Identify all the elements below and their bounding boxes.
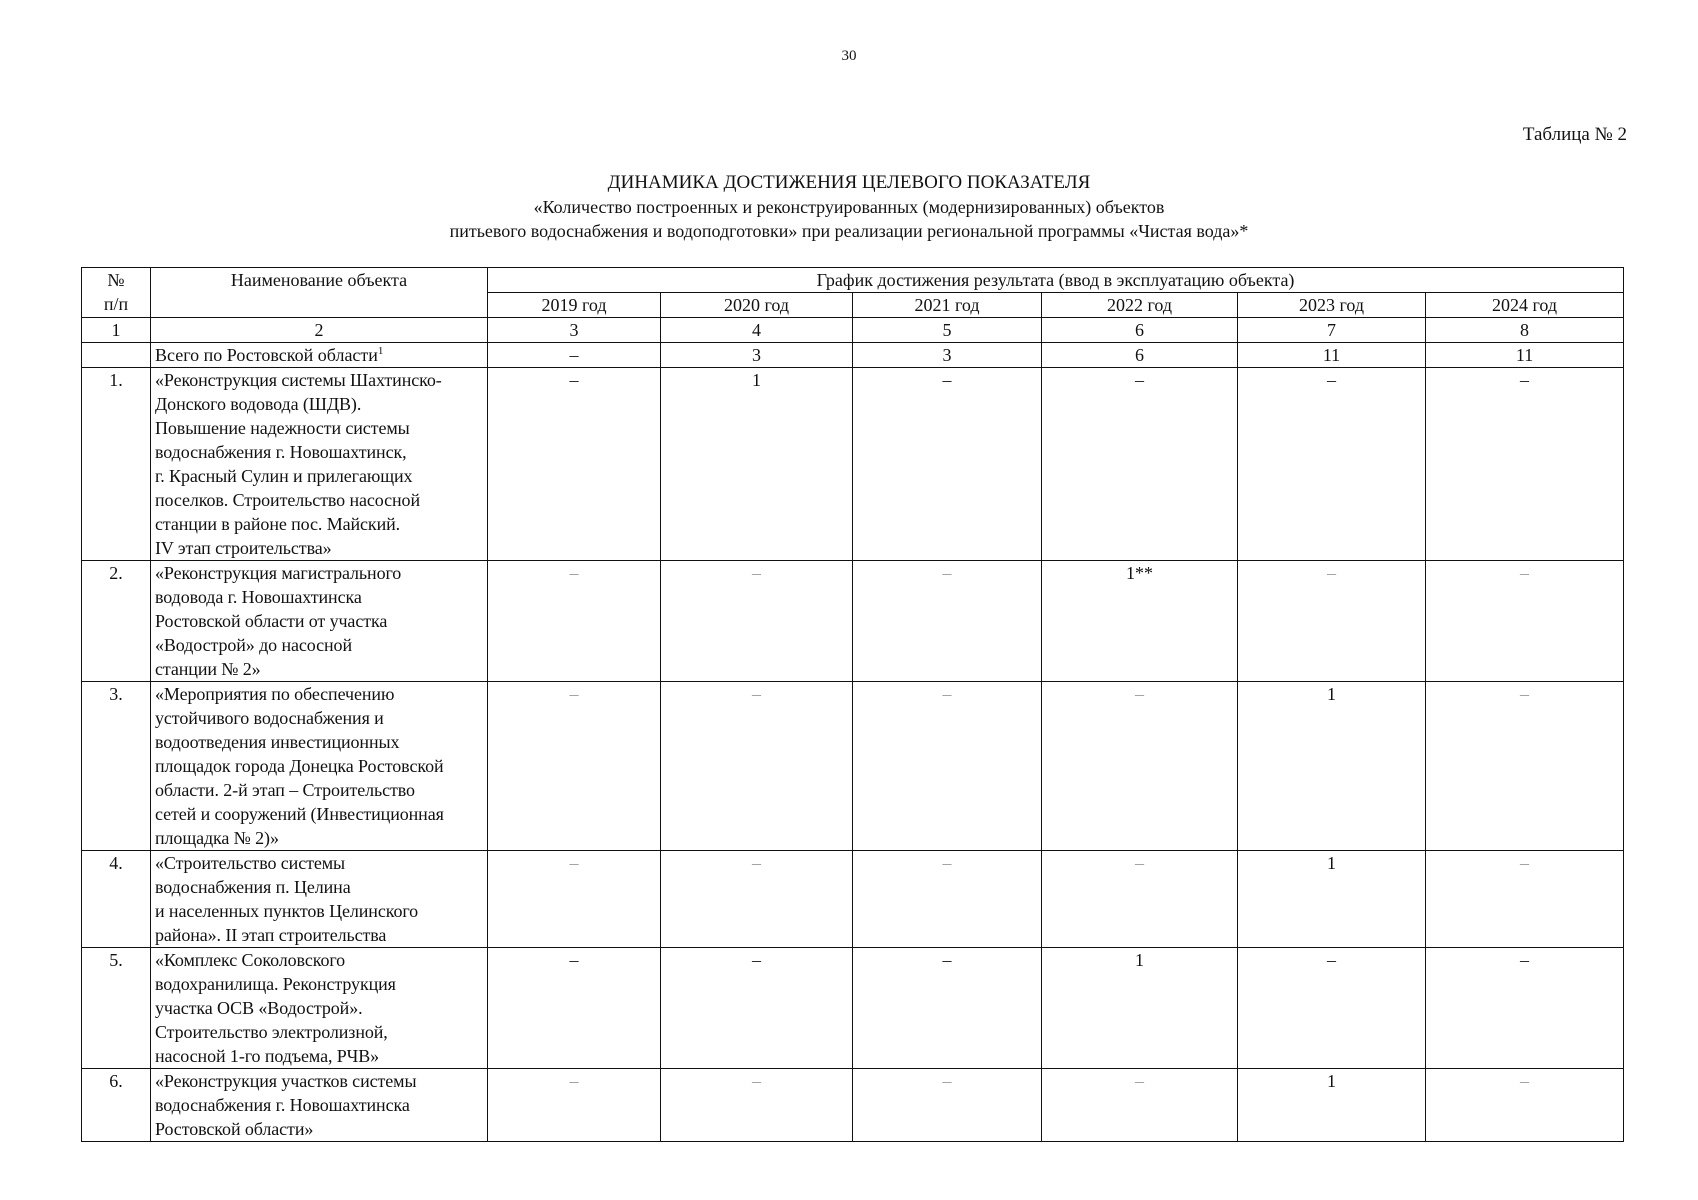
- year-value: –: [853, 561, 1042, 682]
- year-value: –: [853, 368, 1042, 561]
- year-value: 1: [1238, 1069, 1426, 1142]
- year-value: –: [661, 682, 853, 851]
- year-value: –: [1042, 368, 1238, 561]
- year-value: –: [488, 561, 661, 682]
- object-name: «Реконструкция магистрального водовода г. Новошахтинска Ростовской области от участка «Водострой» до насосной станции № 2»: [151, 561, 488, 682]
- object-name: «Реконструкция участков системы водоснабжения г. Новошахтинска Ростовской области»: [151, 1069, 488, 1142]
- year-value: –: [1042, 682, 1238, 851]
- year-value: –: [1042, 851, 1238, 948]
- year-value: –: [1238, 948, 1426, 1069]
- page-number: 30: [841, 48, 857, 64]
- table-row: [82, 1069, 1624, 1142]
- year-value: –: [1426, 368, 1624, 561]
- year-value: –: [661, 948, 853, 1069]
- row-number: 5.: [82, 948, 151, 1069]
- object-name: «Мероприятия по обеспечению устойчивого водоснабжения и водоотведения инвестиционных площадок города Донецка Ростовской области. 2-й этап – Строительство сетей и сооружений (Инвестиционная площадка № 2)»: [151, 682, 488, 851]
- total-num: [82, 343, 151, 368]
- year-value: –: [488, 368, 661, 561]
- header-object-name: Наименование объекта: [151, 268, 488, 318]
- column-number: 7: [1238, 318, 1426, 343]
- row-number: 6.: [82, 1069, 151, 1142]
- table-row: [82, 851, 1624, 948]
- header-num: № п/п: [82, 268, 151, 318]
- target-indicator-table: [81, 267, 1624, 1142]
- column-number: 8: [1426, 318, 1624, 343]
- year-value: 1: [1238, 682, 1426, 851]
- table-heading: [0, 171, 1698, 243]
- year-value: –: [488, 851, 661, 948]
- total-value: 11: [1238, 343, 1426, 368]
- row-number: 4.: [82, 851, 151, 948]
- total-name: Всего по Ростовской области$^1$: [151, 343, 488, 368]
- column-number: 5: [853, 318, 1042, 343]
- header-year: 2022 год: [1042, 293, 1238, 318]
- year-value: –: [853, 1069, 1042, 1142]
- column-number: 6: [1042, 318, 1238, 343]
- heading-line-3: питьевого водоснабжения и водоподготовки» при реализации региональной программы «Чистая вода»*: [449, 221, 1249, 241]
- total-footnote-mark: 1: [377, 345, 384, 357]
- year-value: 1**: [1042, 561, 1238, 682]
- table-row: [82, 368, 1624, 561]
- header-year: 2023 год: [1238, 293, 1426, 318]
- row-number: 1.: [82, 368, 151, 561]
- year-value: –: [661, 851, 853, 948]
- year-value: 1: [1042, 948, 1238, 1069]
- year-value: –: [488, 682, 661, 851]
- total-row: [82, 343, 1624, 368]
- year-value: –: [1426, 682, 1624, 851]
- year-value: –: [488, 1069, 661, 1142]
- column-number: 1: [82, 318, 151, 343]
- column-number: 4: [661, 318, 853, 343]
- total-value: 11: [1426, 343, 1624, 368]
- header-schedule: График достижения результата (ввод в эксплуатацию объекта): [488, 268, 1624, 293]
- year-value: 1: [1238, 851, 1426, 948]
- year-value: –: [1426, 948, 1624, 1069]
- row-number: 2.: [82, 561, 151, 682]
- year-value: –: [661, 1069, 853, 1142]
- header-row-1: [82, 268, 1624, 293]
- year-value: –: [661, 561, 853, 682]
- year-value: –: [853, 948, 1042, 1069]
- object-name: «Комплекс Соколовского водохранилища. Реконструкция участка ОСВ «Водострой». Строительство электролизной, насосной 1-го подъема, РЧВ»: [151, 948, 488, 1069]
- year-value: –: [1238, 368, 1426, 561]
- year-value: –: [1426, 851, 1624, 948]
- header-year: 2019 год: [488, 293, 661, 318]
- year-value: –: [1426, 561, 1624, 682]
- year-value: –: [853, 851, 1042, 948]
- object-name: «Строительство системы водоснабжения п. Целина и населенных пунктов Целинского района». II этап строительства: [151, 851, 488, 948]
- object-name: «Реконструкция системы Шахтинско- Донского водовода (ШДВ). Повышение надежности системы водоснабжения г. Новошахтинск, г. Красный Сулин и прилегающих поселков. Строительство насосной станции в районе пос. Майский. IV этап строительства»: [151, 368, 488, 561]
- column-number: 2: [151, 318, 488, 343]
- row-number: 3.: [82, 682, 151, 851]
- table-row: [82, 561, 1624, 682]
- total-value: 3: [853, 343, 1042, 368]
- table-row: [82, 948, 1624, 1069]
- header-year: 2020 год: [661, 293, 853, 318]
- year-value: –: [488, 948, 661, 1069]
- column-numbers-row: [82, 318, 1624, 343]
- total-value: –: [488, 343, 661, 368]
- header-year: 2024 год: [1426, 293, 1624, 318]
- year-value: –: [1238, 561, 1426, 682]
- table-label: Таблица № 2: [1522, 124, 1627, 145]
- heading-line-1: ДИНАМИКА ДОСТИЖЕНИЯ ЦЕЛЕВОГО ПОКАЗАТЕЛЯ: [607, 172, 1091, 193]
- total-value: 3: [661, 343, 853, 368]
- year-value: –: [1426, 1069, 1624, 1142]
- year-value: –: [1042, 1069, 1238, 1142]
- table-row: [82, 682, 1624, 851]
- year-value: 1: [661, 368, 853, 561]
- heading-line-2: «Количество построенных и реконструированных (модернизированных) объектов: [533, 197, 1165, 217]
- column-number: 3: [488, 318, 661, 343]
- year-value: –: [853, 682, 1042, 851]
- header-year: 2021 год: [853, 293, 1042, 318]
- total-value: 6: [1042, 343, 1238, 368]
